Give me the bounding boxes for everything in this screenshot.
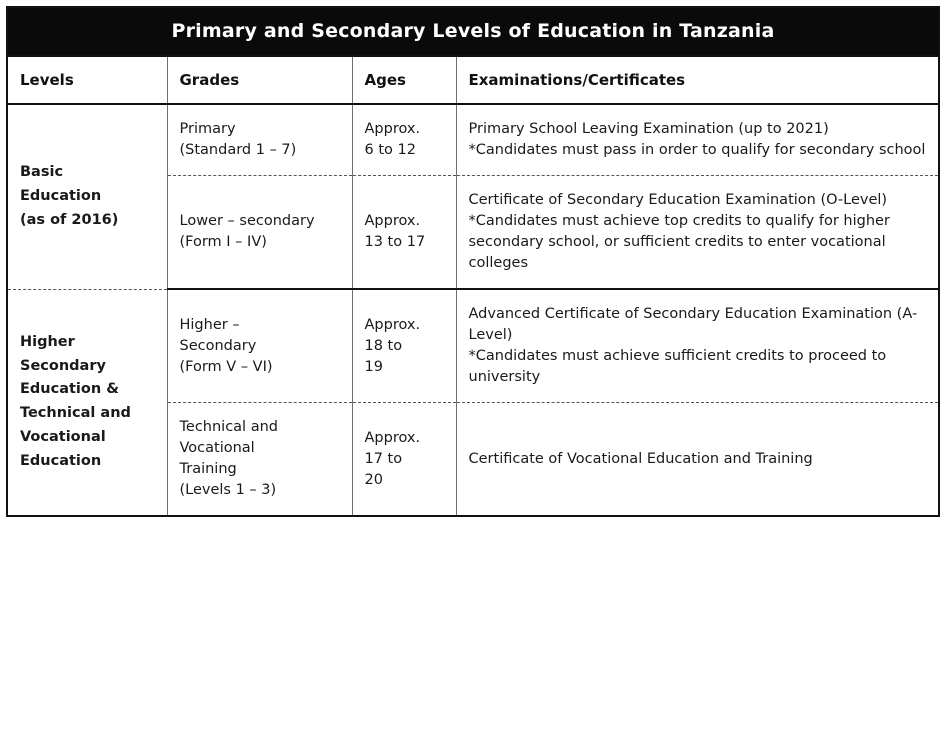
grade-line: Higher – — [179, 316, 240, 333]
grade-line: (Standard 1 – 7) — [179, 142, 297, 159]
grade-line: Secondary — [179, 337, 257, 354]
ages-cell-higher-secondary — [352, 289, 456, 403]
ages-line: Approx. — [364, 429, 421, 446]
ages-cell-primary — [352, 104, 456, 176]
exam-line: Primary School Leaving Examination (up to 2021) — [468, 121, 829, 137]
level-line: Vocational — [20, 429, 106, 446]
grade-line: Training — [179, 461, 237, 478]
ages-line: Approx. — [364, 213, 421, 230]
level-cell-higher-secondary-tvet — [7, 289, 167, 516]
ages-cell-lower-secondary — [352, 176, 456, 290]
grade-line: (Levels 1 – 3) — [179, 482, 277, 499]
ages-line: 18 to — [364, 337, 403, 354]
exam-line: Certificate of Secondary Education Examination (O-Level) — [468, 192, 888, 209]
exam-cell-primary — [456, 104, 939, 176]
ages-line: 19 — [364, 358, 383, 375]
level-line: Technical and — [20, 405, 131, 422]
ages-line: Approx. — [364, 121, 421, 137]
column-header-ages: Ages — [352, 56, 456, 104]
ages-line: Approx. — [364, 316, 421, 333]
education-levels-table — [6, 6, 940, 517]
ages-line: 6 to 12 — [364, 142, 416, 159]
grade-cell-technical-vocational — [167, 403, 352, 517]
table-row — [7, 104, 939, 176]
table-row — [7, 289, 939, 403]
ages-line: 17 to — [364, 450, 403, 467]
grade-line: (Form I – IV) — [179, 234, 267, 251]
column-header-examinations: Examinations/Certificates — [456, 56, 939, 104]
grade-cell-lower-secondary — [167, 176, 352, 290]
grade-line: (Form V – VI) — [179, 358, 273, 375]
level-line: Basic — [20, 163, 64, 180]
level-line: Secondary — [20, 357, 106, 374]
exam-line: *Candidates must achieve sufficient credits to proceed to university — [468, 348, 887, 386]
level-line: Education — [20, 453, 102, 470]
level-line: (as of 2016) — [20, 211, 119, 228]
table-title: Primary and Secondary Levels of Education in Tanzania — [7, 7, 939, 56]
grade-line: Primary — [179, 121, 236, 137]
column-header-grades: Grades — [167, 56, 352, 104]
grade-cell-primary — [167, 104, 352, 176]
level-line: Higher — [20, 333, 75, 350]
exam-line: *Candidates must pass in order to qualify for secondary school — [468, 142, 926, 159]
exam-line: Advanced Certificate of Secondary Education Examination (A-Level) — [468, 306, 918, 344]
exam-cell-higher-secondary — [456, 289, 939, 403]
grade-cell-higher-secondary — [167, 289, 352, 403]
exam-line: *Candidates must achieve top credits to qualify for higher secondary school, or sufficient credits to enter vocational colleges — [468, 213, 890, 272]
grade-line: Vocational — [179, 440, 255, 457]
exam-cell-technical-vocational — [456, 403, 939, 517]
grade-line: Lower – secondary — [179, 213, 315, 230]
exam-line: Certificate of Vocational Education and Training — [468, 450, 813, 467]
level-cell-basic-education — [7, 104, 167, 289]
table-title-row — [7, 7, 939, 56]
exam-cell-lower-secondary — [456, 176, 939, 290]
ages-line: 13 to 17 — [364, 234, 426, 251]
ages-line: 20 — [364, 471, 383, 488]
table-header-row — [7, 56, 939, 104]
level-line: Education & — [20, 381, 119, 398]
column-header-levels: Levels — [7, 56, 167, 104]
grade-line: Technical and — [179, 419, 278, 436]
level-line: Education — [20, 187, 102, 204]
ages-cell-technical-vocational — [352, 403, 456, 517]
